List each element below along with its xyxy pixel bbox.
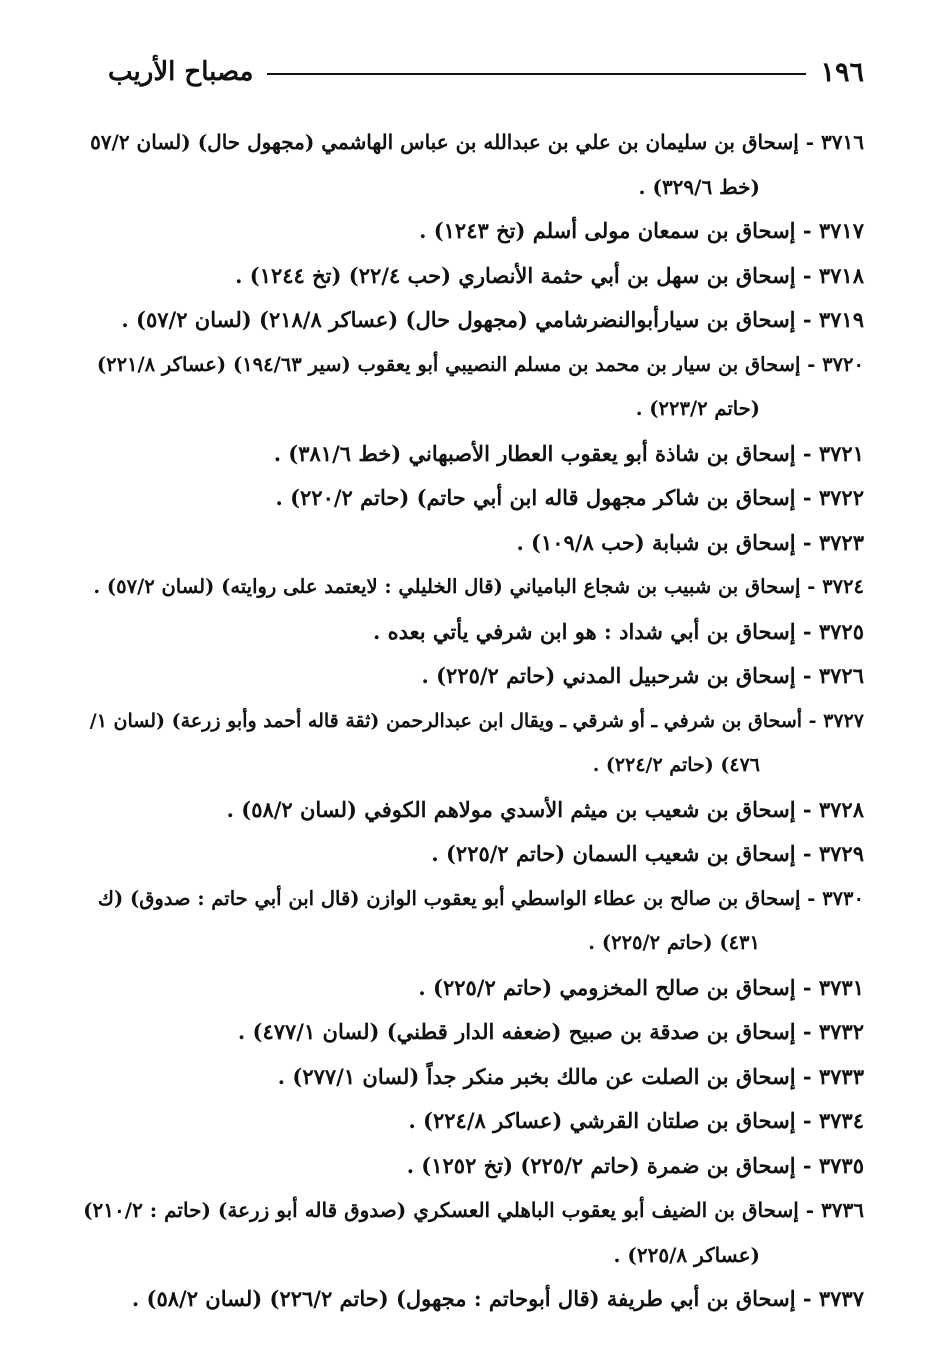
entry-3729 — [80, 832, 864, 877]
entry-continuation: (عساكر ٢٢٥/٨) . — [613, 1242, 760, 1267]
entry-dash: - — [802, 709, 824, 732]
entry-text: إسحاق بن صلتان القرشي (عساكر ٢٢٤/٨) . — [408, 1108, 796, 1133]
entry-number: ٣٧١٩ — [818, 307, 864, 332]
entry-dash: - — [795, 440, 819, 466]
entry-dash: - — [798, 1198, 822, 1222]
entry-text: إسحاق بن صدقة بن صبيح (ضعفه الدار قطني) (لسان ٤٧٧/١) . — [237, 1019, 796, 1044]
page-number: ١٩٦ — [820, 56, 864, 88]
entry-number: ٣٧٣٥ — [818, 1152, 864, 1178]
entry-dash: - — [795, 1019, 819, 1044]
entry-text: إسحاق بن سليمان بن علي بن عبدالله بن عباس الهاشمي (مجهول حال) (لسان ٥٧/٢ — [90, 130, 799, 154]
entry-text: إسحاق بن شرحبيل المدني (حاتم ٢٢٥/٢) . — [421, 663, 796, 688]
entry-text: إسحاق بن شعيب بن ميثم الأسدي مولاهم الكوفي (لسان ٥٨/٢) . — [226, 796, 796, 822]
entry-text: إسحاق بن ضمرة (حاتم ٢٢٥/٢) (تخ ١٢٥٢) . — [406, 1152, 796, 1178]
entry-dash: - — [795, 1063, 819, 1089]
entry-continuation: ٤٧٦) (حاتم ٢٢٤/٢) . — [592, 754, 760, 776]
entry-number: ٣٧١٦ — [821, 130, 864, 154]
entry-text: إسحاق بن شاذة أبو يعقوب العطار الأصبهاني (خط ٣٨١/٦) . — [273, 440, 796, 466]
entry-text: إسحاق بن شعيب السمان (حاتم ٢٢٥/٢) . — [431, 841, 796, 866]
entry-dash: - — [795, 618, 819, 644]
entry-3718 — [80, 254, 864, 299]
entry-3737 — [80, 1277, 864, 1322]
entry-dash: - — [795, 218, 819, 243]
entry-3722 — [80, 476, 864, 521]
entry-text: إسحاق بن الصلت عن مالك بخبر منكر جداً (لسان ٢٧٧/١) . — [277, 1063, 796, 1089]
page-header — [108, 52, 864, 92]
entry-number: ٣٧٢٤ — [822, 575, 864, 598]
entry-number: ٣٧٢٦ — [818, 663, 864, 688]
entry-dash: - — [795, 529, 819, 555]
entry-dash: - — [795, 1286, 819, 1311]
entry-3732 — [80, 1010, 864, 1055]
entry-3720 — [80, 343, 864, 432]
entry-3724 — [80, 565, 864, 610]
entry-number: ٣٧١٧ — [818, 218, 864, 243]
entry-3717 — [80, 209, 864, 254]
entry-number: ٣٧١٨ — [818, 262, 864, 288]
entry-number: ٣٧٢١ — [818, 440, 864, 466]
entry-number: ٣٧٢٣ — [818, 529, 864, 555]
entry-text: إسحاق بن سهل بن أبي حثمة الأنصاري (حب ٢٢/٤) (تخ ١٢٤٤) . — [235, 262, 796, 288]
entry-3721 — [80, 432, 864, 477]
entry-dash: - — [795, 663, 819, 688]
entry-number: ٣٧٣٤ — [818, 1108, 864, 1133]
entry-3728 — [80, 788, 864, 833]
entry-text: إسحاق بن أبي طريفة (قال أبوحاتم : مجهول) (حاتم ٢٢٦/٢) (لسان ٥٨/٢) . — [131, 1286, 796, 1311]
entry-3735 — [80, 1144, 864, 1189]
entry-number: ٣٧٣٧ — [818, 1286, 864, 1311]
running-title: مصباح الأريب — [108, 57, 254, 87]
entry-dash: - — [795, 307, 819, 332]
entry-3730 — [80, 877, 864, 966]
entry-continuation: (حاتم ٢٢٣/٢) . — [635, 397, 760, 420]
entry-dash: - — [795, 796, 819, 822]
entry-text: إسحاق بن سمعان مولى أسلم (تخ ١٢٤٣) . — [419, 218, 796, 243]
entry-text: إسحاق بن سيار بن محمد بن مسلم النصيبي أبو يعقوب (سير ١٩٤/٦٣) (عساكر ٢٢١/٨) — [96, 352, 801, 376]
entry-list — [80, 120, 864, 1322]
entry-3733 — [80, 1055, 864, 1100]
entry-number: ٣٧٣٦ — [821, 1198, 864, 1222]
entry-continuation: ٤٣١) (حاتم ٢٢٥/٢) . — [588, 931, 760, 954]
entry-dash: - — [800, 352, 823, 376]
entry-number: ٣٧٢٠ — [822, 352, 864, 376]
entry-3723 — [80, 521, 864, 566]
entry-number: ٣٧٢٩ — [818, 841, 864, 866]
header-rule — [267, 73, 806, 75]
entry-3736 — [80, 1188, 864, 1277]
entry-3726 — [80, 654, 864, 699]
entry-dash: - — [795, 485, 819, 510]
entry-number: ٣٧٢٥ — [818, 618, 864, 644]
entry-number: ٣٧٢٧ — [823, 709, 864, 732]
entry-dash: - — [795, 262, 819, 288]
entry-continuation: (خط ٣٢٩/٦) . — [638, 174, 760, 199]
entry-number: ٣٧٣٣ — [818, 1063, 864, 1089]
entry-text: إسحاق بن شبابة (حب ١٠٩/٨) . — [516, 529, 796, 555]
entry-dash: - — [795, 1152, 819, 1178]
entry-dash: - — [800, 886, 823, 910]
entry-dash: - — [795, 841, 819, 866]
entry-number: ٣٧٢٨ — [818, 796, 864, 822]
entry-3731 — [80, 966, 864, 1011]
entry-text: أسحاق بن شرفي ـ أو شرقي ـ ويقال ابن عبدالرحمن (ثقة قاله أحمد وأبو زرعة) (لسان ١/ — [89, 709, 803, 732]
entry-number: ٣٧٣٠ — [822, 886, 864, 910]
entry-dash: - — [795, 1108, 819, 1133]
entry-3719 — [80, 298, 864, 343]
entry-3725 — [80, 610, 864, 655]
entry-text: إسحاق بن صالح بن عطاء الواسطي أبو يعقوب الوازن (قال ابن أبي حاتم : صدوق) (ك — [97, 886, 801, 910]
entry-3716 — [80, 120, 864, 209]
entry-dash: - — [795, 974, 819, 1000]
entry-text: إسحاق بن صالح المخزومي (حاتم ٢٢٥/٢) . — [418, 974, 796, 1000]
entry-3727 — [80, 699, 864, 788]
entry-number: ٣٧٣١ — [818, 974, 864, 1000]
entry-number: ٣٧٢٢ — [818, 485, 864, 510]
entry-number: ٣٧٣٢ — [818, 1019, 864, 1044]
entry-text: إسحاق بن شبيب بن شجاع البامياني (قال الخليلي : لايعتمد على روايته) (لسان ٥٧/٢) . — [93, 575, 801, 598]
entry-text: إسحاق بن أبي شداد : هو ابن شرفي يأتي بعده . — [372, 618, 796, 644]
entry-text: إسحاق بن سيارأبوالنضرشامي (مجهول حال) (عساكر ٢١٨/٨) (لسان ٥٧/٢) . — [121, 307, 796, 332]
entry-dash: - — [798, 130, 822, 154]
entry-dash: - — [800, 575, 823, 598]
entry-3734 — [80, 1099, 864, 1144]
entry-text: إسحاق بن شاكر مجهول قاله ابن أبي حاتم) (حاتم ٢٢٠/٢) . — [275, 485, 796, 510]
entry-text: إسحاق بن الضيف أبو يعقوب الباهلي العسكري (صدوق قاله أبو زرعة) (حاتم : ٢١٠/٢) — [83, 1198, 799, 1222]
